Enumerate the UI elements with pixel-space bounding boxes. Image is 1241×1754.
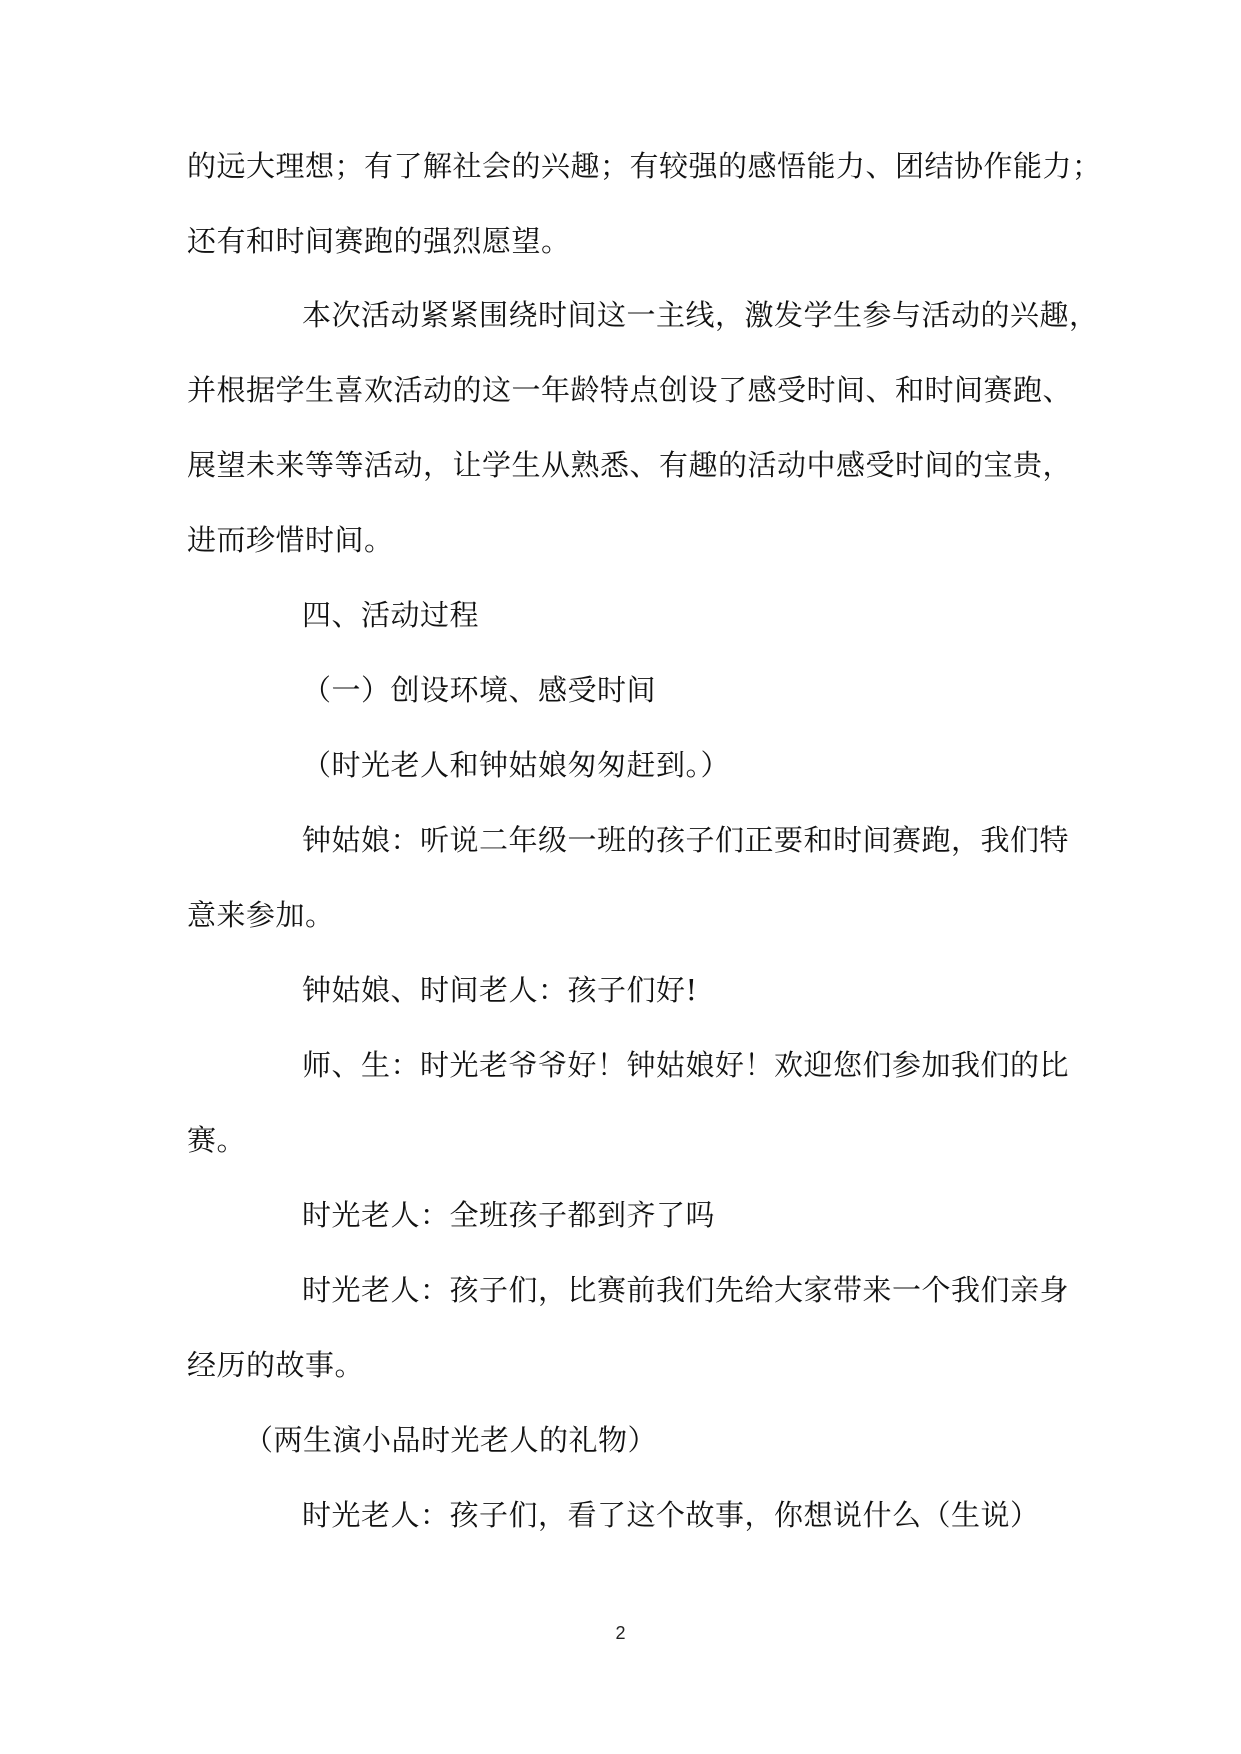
text-line: 师、生：时光老爷爷好！钟姑娘好！欢迎您们参加我们的比 — [302, 1048, 1070, 1082]
text-line: 的远大理想；有了解社会的兴趣；有较强的感悟能力、团结协作能力； — [187, 149, 1102, 183]
text-line: 钟姑娘：听说二年级一班的孩子们正要和时间赛跑，我们特 — [302, 823, 1070, 857]
text-line: 时光老人：孩子们，看了这个故事，你想说什么（生说） — [302, 1498, 1040, 1532]
text-line: 经历的故事。 — [187, 1348, 365, 1382]
text-line: 进而珍惜时间。 — [187, 523, 394, 557]
subsection-heading: （一）创设环境、感受时间 — [302, 673, 657, 707]
text-line: 展望未来等等活动，让学生从熟悉、有趣的活动中感受时间的宝贵， — [187, 448, 1073, 482]
text-line: 还有和时间赛跑的强烈愿望。 — [187, 224, 571, 258]
text-line: 时光老人：孩子们，比赛前我们先给大家带来一个我们亲身 — [302, 1273, 1070, 1307]
text-line: 时光老人：全班孩子都到齐了吗 — [302, 1198, 716, 1232]
text-line: （时光老人和钟姑娘匆匆赶到。） — [302, 748, 731, 782]
text-line: 意来参加。 — [187, 898, 335, 932]
text-line: 并根据学生喜欢活动的这一年龄特点创设了感受时间、和时间赛跑、 — [187, 373, 1073, 407]
text-line: 钟姑娘、时间老人：孩子们好! — [302, 973, 698, 1007]
page-number: 2 — [615, 1623, 626, 1643]
text-line: （两生演小品时光老人的礼物） — [244, 1423, 658, 1457]
text-line: 赛。 — [187, 1123, 247, 1157]
section-heading: 四、活动过程 — [302, 598, 480, 632]
text-line: 本次活动紧紧围绕时间这一主线，激发学生参与活动的兴趣， — [302, 298, 1099, 332]
